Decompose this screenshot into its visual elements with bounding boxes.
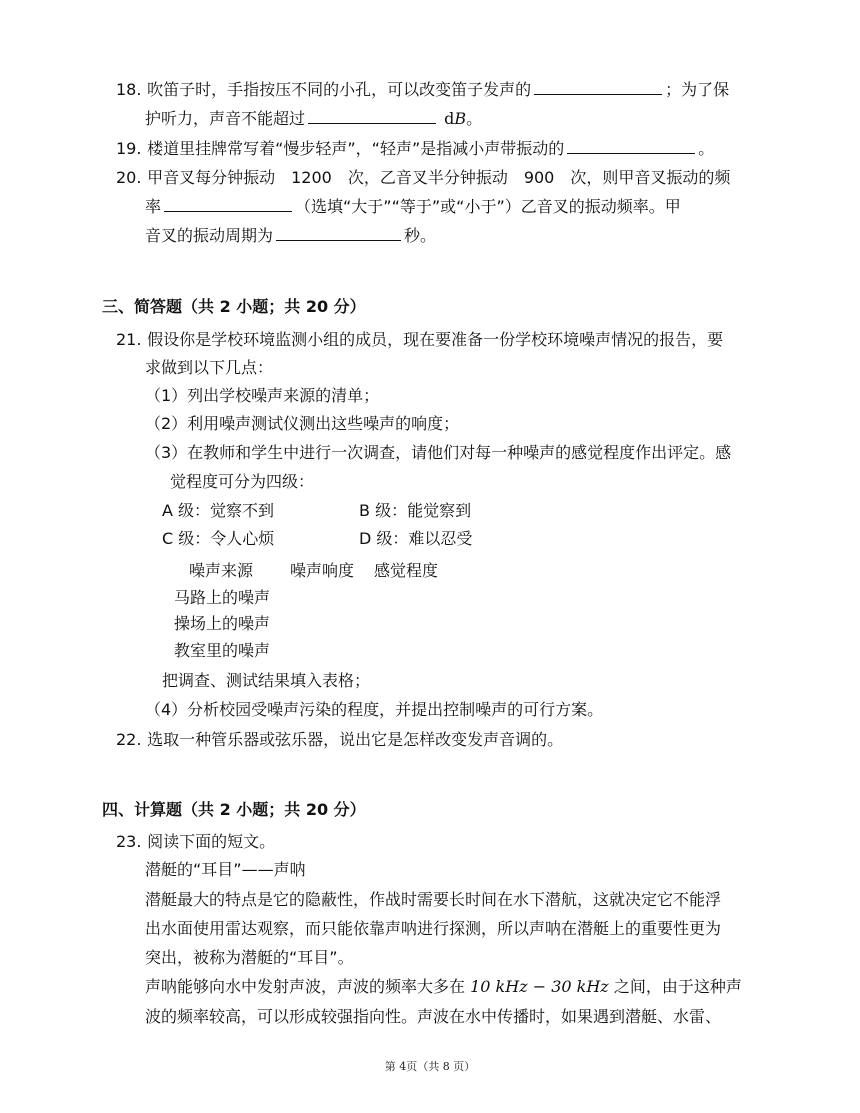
q18-unit-B: B — [454, 109, 467, 128]
q20-number: 20. — [116, 168, 142, 187]
q23-p2-text-b: 之间，由于这种声 — [613, 977, 742, 996]
q20-text-3a: 音叉的振动周期为 — [145, 226, 274, 245]
q19-line — [116, 138, 714, 160]
q19-text: 楼道里挂牌常写着“慢步轻声”，“轻声”是指减小声带振动的 — [147, 139, 565, 158]
q18-line2 — [145, 108, 482, 130]
level-b: B 级：能觉察到 — [359, 501, 472, 520]
q23-p2-line2: 波的频率较高，可以形成较强指向性。声波在水中传播时，如果遇到潜艇、水雷、 — [145, 1007, 722, 1026]
section-4-title: 四、计算题（共 2 小题；共 20 分） — [102, 800, 366, 819]
table-row-playground: 操场上的噪声 — [174, 614, 271, 633]
q18-end: 。 — [466, 109, 483, 128]
page-footer: 第 4页（共 8 页） — [384, 1060, 476, 1073]
q18-blank-2[interactable] — [308, 108, 436, 124]
q21-line2: 求做到以下几点： — [145, 358, 274, 377]
q23-p1-line2: 出水面使用雷达观察，而只能依靠声呐进行探测，所以声呐在潜艇上的重要性更为 — [145, 919, 722, 938]
level-a: A 级：觉察不到 — [162, 501, 275, 520]
q21-item2: （2）利用噪声测试仪测出这些噪声的响度； — [145, 414, 460, 433]
q23-frequency-range: 10 kHz − 30 kHz — [470, 977, 609, 996]
q20-blank-1[interactable] — [164, 196, 292, 212]
table-row-classroom: 教室里的噪声 — [174, 641, 271, 660]
q21-item3-line2: 觉程度可分为四级： — [170, 472, 315, 491]
q18-text-b: ；为了保 — [665, 80, 730, 99]
q20-text-1: 甲音叉每分钟振动 1200 次，乙音叉半分钟振动 900 次，则甲音叉振动的频 — [147, 168, 731, 187]
q20-text-2a: 率 — [145, 197, 162, 216]
table-header-feeling: 感觉程度 — [374, 561, 439, 580]
q18-text-c: 护听力，声音不能超过 — [145, 109, 306, 128]
q20-text-3b: 秒。 — [404, 226, 437, 245]
section-3-title: 三、简答题（共 2 小题；共 20 分） — [102, 297, 366, 316]
q18-unit-d: d — [444, 109, 455, 128]
q20-blank-2[interactable] — [276, 225, 401, 241]
q21-item3-line1: （3）在教师和学生中进行一次调查，请他们对每一种噪声的感觉程度作出评定。感 — [145, 443, 732, 462]
level-c: C 级：令人心烦 — [162, 529, 275, 548]
q18-blank-1[interactable] — [534, 79, 662, 95]
q18-line1 — [116, 79, 729, 101]
q19-blank[interactable] — [567, 138, 695, 154]
q21-line1 — [116, 329, 723, 351]
table-header-loudness: 噪声响度 — [290, 561, 355, 580]
q20-line2 — [145, 196, 681, 218]
q23-intro: 阅读下面的短文。 — [147, 832, 276, 851]
q18-number: 18. — [116, 80, 142, 99]
table-header-source: 噪声来源 — [189, 561, 254, 580]
q22-text: 选取一种管乐器或弦乐器，说出它是怎样改变发声音调的。 — [147, 730, 564, 749]
table-row-road: 马路上的噪声 — [174, 588, 271, 607]
q23-p1-line3: 突出，被称为潜艇的“耳目”。 — [145, 948, 354, 967]
q23-line1 — [116, 831, 275, 853]
q18-text-a: 吹笛子时，手指按压不同的小孔，可以改变笛子发声的 — [147, 80, 532, 99]
q21-item1: （1）列出学校噪声来源的清单； — [145, 386, 380, 405]
q23-p2-line1 — [145, 976, 742, 998]
q20-text-2b: （选填“大于”“等于”或“小于”）乙音叉的振动频率。甲 — [295, 197, 681, 216]
q23-number: 23. — [116, 832, 142, 851]
q20-line3 — [145, 225, 436, 247]
q23-p1-line1: 潜艇最大的特点是它的隐蔽性，作战时需要长时间在水下潜航，这就决定它不能浮 — [145, 890, 722, 909]
q19-number: 19. — [116, 139, 142, 158]
q19-end: 。 — [698, 139, 715, 158]
q21-number: 21. — [116, 330, 142, 349]
q21-fill-note: 把调查、测试结果填入表格； — [162, 671, 371, 690]
q23-article-title: 潜艇的“耳目”——声呐 — [145, 860, 306, 879]
q21-item4: （4）分析校园受噪声污染的程度，并提出控制噪声的可行方案。 — [145, 700, 604, 719]
level-d: D 级：难以忍受 — [359, 529, 473, 548]
q20-line1 — [116, 167, 730, 189]
q22-line — [116, 729, 563, 751]
q23-p2-text-a: 声呐能够向水中发射声波，声波的频率大多在 — [145, 977, 466, 996]
q22-number: 22. — [116, 730, 142, 749]
q21-text-1: 假设你是学校环境监测小组的成员，现在要准备一份学校环境噪声情况的报告，要 — [147, 330, 724, 349]
